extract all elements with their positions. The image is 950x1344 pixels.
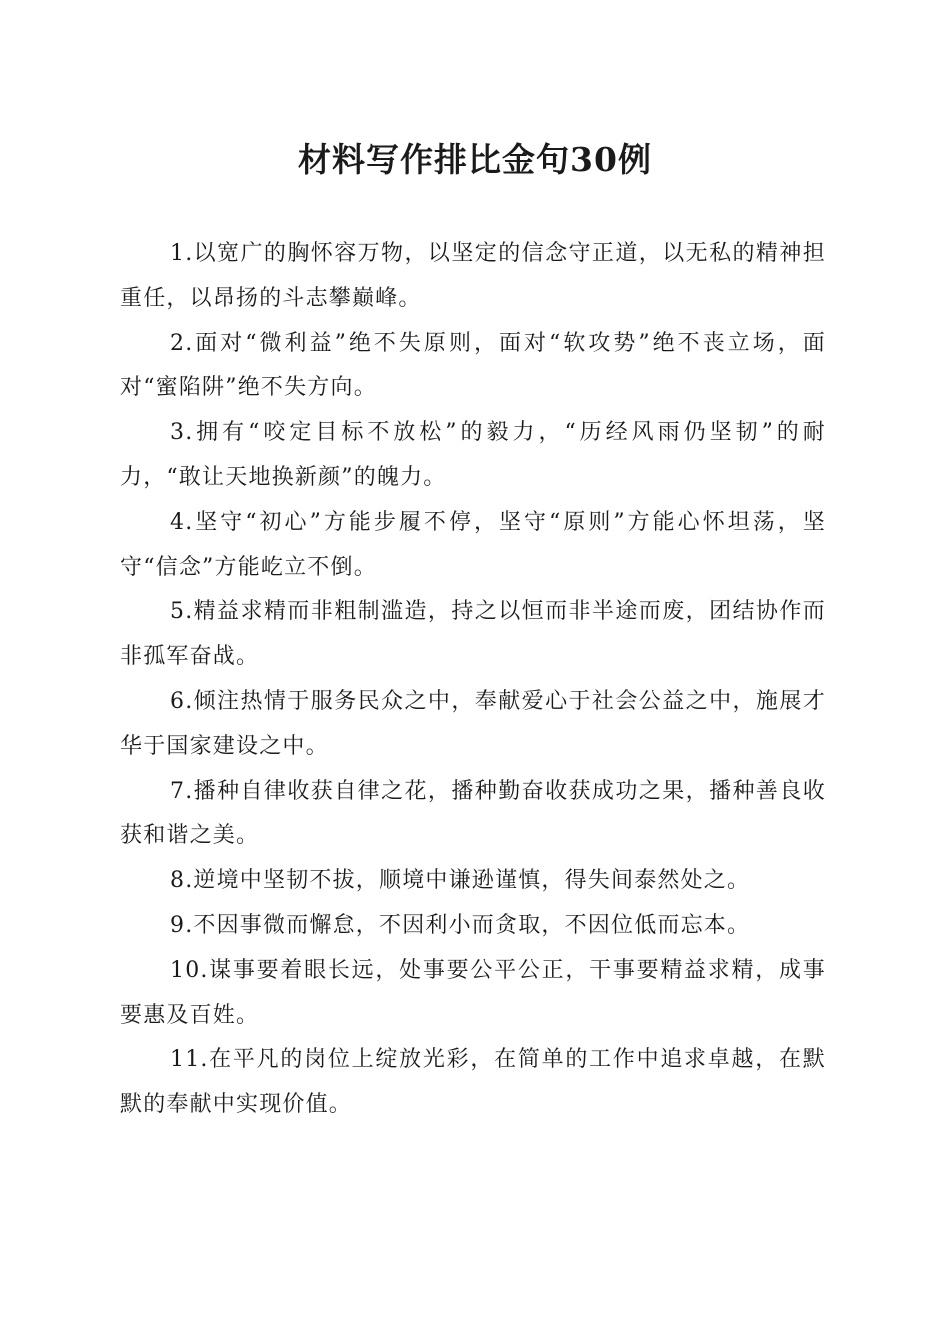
list-item: 3.拥有“咬定目标不放松”的毅力，“历经风雨仍坚韧”的耐力，“敢让天地换新颜”的魄力。 bbox=[120, 420, 826, 490]
list-item: 5.精益求精而非粗制滥造，持之以恒而非半途而废，团结协作而非孤军奋战。 bbox=[120, 599, 826, 670]
list-item: 11.在平凡的岗位上绽放光彩，在简单的工作中追求卓越，在默默的奉献中实现价值。 bbox=[120, 1047, 826, 1118]
list-item: 1.以宽广的胸怀容万物，以坚定的信念守正道，以无私的精神担重任，以昂扬的斗志攀巅峰。 bbox=[120, 241, 826, 311]
page-title: 材料写作排比金句30例 bbox=[298, 140, 652, 179]
list-item: 4.坚守“初心”方能步履不停，坚守“原则”方能心怀坦荡，坚守“信念”方能屹立不倒。 bbox=[120, 509, 826, 580]
document-body bbox=[120, 232, 826, 1128]
list-item: 6.倾注热情于服务民众之中，奉献爱心于社会公益之中，施展才华于国家建设之中。 bbox=[120, 688, 826, 759]
list-item: 8.逆境中坚韧不拔，顺境中谦逊谨慎，得失间泰然处之。 bbox=[170, 868, 751, 894]
list-item: 7.播种自律收获自律之花，播种勤奋收获成功之果，播种善良收获和谐之美。 bbox=[120, 778, 826, 849]
list-item: 10.谋事要着眼长远，处事要公平公正，干事要精益求精，成事要惠及百姓。 bbox=[120, 957, 826, 1028]
list-item: 2.面对“微利益”绝不失原则，面对“软攻势”绝不丧立场，面对“蜜陷阱”绝不失方向。 bbox=[120, 330, 826, 401]
list-item: 9.不因事微而懈怠，不因利小而贪取，不因位低而忘本。 bbox=[170, 912, 751, 938]
